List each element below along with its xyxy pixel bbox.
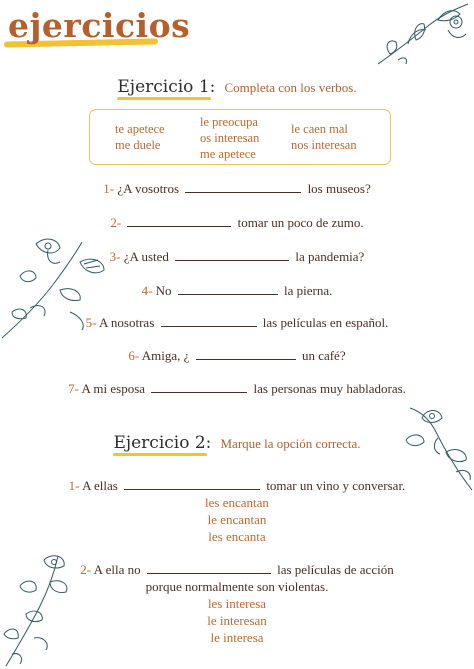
answer-blank[interactable] [124, 480, 260, 490]
question-text-after: la pierna. [284, 283, 333, 298]
question-number: 2- [110, 215, 122, 230]
answer-blank[interactable] [178, 285, 278, 295]
question-number: 4- [141, 283, 153, 298]
answer-blank[interactable] [185, 183, 301, 193]
question-text-before: No [155, 283, 172, 298]
exercise2-header [0, 433, 474, 453]
question-number: 2- [80, 562, 92, 577]
exercise2-instruction: Marque la opción correcta. [220, 436, 361, 451]
question-number: 5- [85, 315, 97, 330]
question-text-before: ¿A usted [123, 249, 169, 264]
question-text-after: las películas en español. [262, 315, 389, 330]
exercise1-question-2 [0, 215, 474, 231]
question-number: 1- [68, 478, 80, 493]
verb-option: le preocupa [200, 115, 258, 129]
question-text-after: las películas de acción [277, 562, 394, 577]
verb-option: os interesan [200, 131, 260, 145]
question-number: 1- [103, 181, 115, 196]
question-text-before: A nosotras [99, 315, 155, 330]
question-text-after: tomar un poco de zumo. [237, 215, 364, 230]
verb-bank-column-1 [115, 121, 165, 153]
exercise2-question-1 [0, 478, 474, 494]
exercise2-q1-option-3[interactable]: les encanta [208, 529, 266, 544]
exercise1-title: Ejercicio 1: [117, 77, 216, 97]
verb-option: nos interesan [291, 138, 357, 152]
exercise2-q2-option-3[interactable]: le interesa [210, 630, 264, 645]
exercise1-question-3 [0, 249, 474, 265]
exercise1-instruction: Completa con los verbos. [224, 80, 357, 95]
page-title: ejercicios [8, 6, 191, 45]
question-number: 7- [68, 381, 79, 396]
verb-option: me apetece [200, 147, 256, 161]
question-text-after: tomar un vino y conversar. [266, 478, 406, 493]
exercise2-q2-option-1[interactable]: les interesa [207, 596, 267, 611]
exercise2-question-2-line2: porque normalmente son violentas. [145, 579, 329, 594]
exercise2-question-2 [0, 562, 474, 578]
answer-blank[interactable] [127, 217, 231, 227]
question-text-after: los museos? [307, 181, 371, 196]
question-text-before: A ella no [93, 562, 141, 577]
verb-option: me duele [115, 138, 161, 152]
question-text-before: A mi esposa [81, 381, 146, 396]
question-number: 6- [128, 348, 140, 363]
verb-bank-column-2 [200, 114, 259, 162]
answer-blank[interactable] [151, 383, 247, 393]
question-text-after: un café? [301, 348, 346, 363]
question-text-before: A ellas [82, 478, 118, 493]
exercise2-q1-option-2[interactable]: le encantan [207, 512, 267, 527]
verb-option: te apetece [115, 122, 165, 136]
verb-bank-column-3 [291, 121, 357, 153]
verb-option: le caen mal [291, 122, 348, 136]
exercise2-title: Ejercicio 2: [113, 433, 212, 453]
exercise2-q1-option-1[interactable]: les encantan [205, 495, 269, 510]
question-text-before: Amiga, ¿ [141, 348, 190, 363]
answer-blank[interactable] [147, 564, 271, 574]
exercise1-question-1 [0, 181, 474, 197]
exercise1-question-6 [0, 348, 474, 364]
question-text-after: las personas muy habladoras. [253, 381, 406, 396]
answer-blank[interactable] [196, 350, 296, 360]
question-number: 3- [109, 249, 121, 264]
answer-blank[interactable] [161, 317, 257, 327]
answer-blank[interactable] [175, 251, 289, 261]
exercise1-question-4 [0, 283, 474, 299]
question-text-before: ¿A vosotros [117, 181, 180, 196]
exercise1-question-7 [0, 381, 474, 397]
flower-top-right-illustration [368, 0, 474, 68]
exercise2-q2-option-2[interactable]: le interesan [207, 613, 267, 628]
exercise1-question-5 [0, 315, 474, 331]
question-text-after: la pandemia? [295, 249, 365, 264]
exercise1-header [0, 77, 474, 97]
